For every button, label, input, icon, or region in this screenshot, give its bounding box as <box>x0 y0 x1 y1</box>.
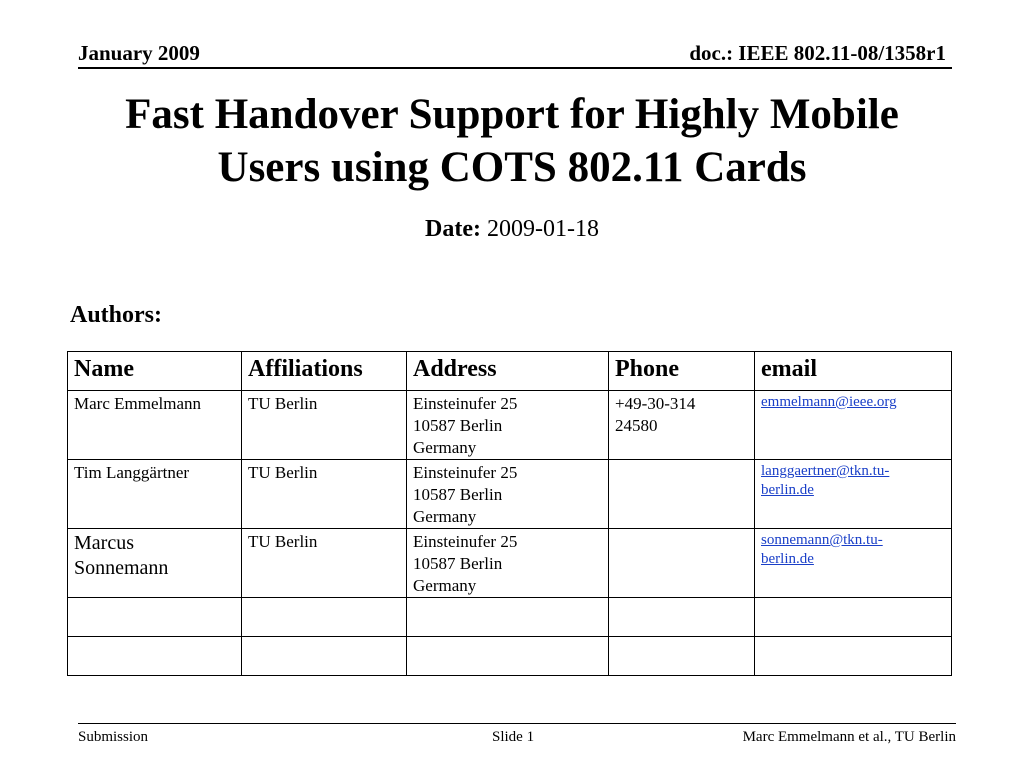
empty-cell <box>609 598 755 637</box>
cell-affiliation: TU Berlin <box>242 391 407 460</box>
phone-line: 24580 <box>615 416 658 435</box>
cell-phone <box>609 391 755 460</box>
email-link[interactable] <box>761 462 945 500</box>
date-label: Date: <box>425 216 481 242</box>
slide-title-line-1: Fast Handover Support for Highly Mobile <box>125 91 899 138</box>
header-doc-id: doc.: IEEE 802.11-08/1358r1 <box>689 41 946 65</box>
cell-address <box>407 529 609 598</box>
cell-email <box>755 391 952 460</box>
address-line: Germany <box>413 438 477 457</box>
footer-submission: Submission <box>78 729 149 745</box>
table-row <box>68 529 952 598</box>
empty-cell <box>407 598 609 637</box>
table-header-row <box>68 352 952 391</box>
empty-cell <box>755 598 952 637</box>
cell-name: Tim Langgärtner <box>68 460 242 529</box>
cell-name <box>68 529 242 598</box>
empty-cell <box>755 637 952 676</box>
cell-email <box>755 460 952 529</box>
authors-heading: Authors: <box>70 302 163 328</box>
address-line: Einsteinufer 25 <box>413 394 518 413</box>
empty-cell <box>242 637 407 676</box>
footer-authors: Marc Emmelmann et al., TU Berlin <box>742 729 956 745</box>
slide-title-line-2: Users using COTS 802.11 Cards <box>217 144 807 191</box>
empty-cell <box>68 637 242 676</box>
column-header-email: email <box>755 352 952 391</box>
address-line: Einsteinufer 25 <box>413 463 518 482</box>
table-row <box>68 391 952 460</box>
footer-slide-number: Slide 1 <box>492 729 535 745</box>
email-link[interactable]: emmelmann@ieee.org <box>761 394 897 410</box>
footer-divider <box>78 723 956 724</box>
address-line: Einsteinufer 25 <box>413 532 518 551</box>
cell-address <box>407 460 609 529</box>
address-line: Germany <box>413 507 477 526</box>
cell-affiliation: TU Berlin <box>242 529 407 598</box>
header-date: January 2009 <box>78 41 200 65</box>
empty-cell <box>242 598 407 637</box>
table-row <box>68 460 952 529</box>
header-divider <box>78 67 952 69</box>
name-line: Marcus <box>74 532 134 554</box>
email-line: berlin.de <box>761 482 814 498</box>
column-header-phone: Phone <box>609 352 755 391</box>
email-line: langgaertner@tkn.tu- <box>761 463 890 479</box>
address-line: 10587 Berlin <box>413 554 503 573</box>
table-row-empty <box>68 637 952 676</box>
column-header-address: Address <box>407 352 609 391</box>
email-link[interactable] <box>761 531 945 569</box>
cell-name: Marc Emmelmann <box>68 391 242 460</box>
address-line: 10587 Berlin <box>413 416 503 435</box>
authors-table <box>67 351 952 676</box>
cell-phone <box>609 460 755 529</box>
date-value: 2009-01-18 <box>486 216 599 242</box>
column-header-affiliations: Affiliations <box>242 352 407 391</box>
empty-cell <box>609 637 755 676</box>
email-line: berlin.de <box>761 551 814 567</box>
address-line: 10587 Berlin <box>413 485 503 504</box>
name-line: Sonnemann <box>74 557 169 579</box>
email-line: sonnemann@tkn.tu- <box>761 532 883 548</box>
column-header-name: Name <box>68 352 242 391</box>
slide-title <box>40 88 984 194</box>
empty-cell <box>68 598 242 637</box>
date-line <box>0 214 1024 244</box>
cell-phone <box>609 529 755 598</box>
cell-address <box>407 391 609 460</box>
cell-email <box>755 529 952 598</box>
table-row-empty <box>68 598 952 637</box>
address-line: Germany <box>413 576 477 595</box>
phone-line: +49-30-314 <box>615 394 696 413</box>
empty-cell <box>407 637 609 676</box>
cell-affiliation: TU Berlin <box>242 460 407 529</box>
